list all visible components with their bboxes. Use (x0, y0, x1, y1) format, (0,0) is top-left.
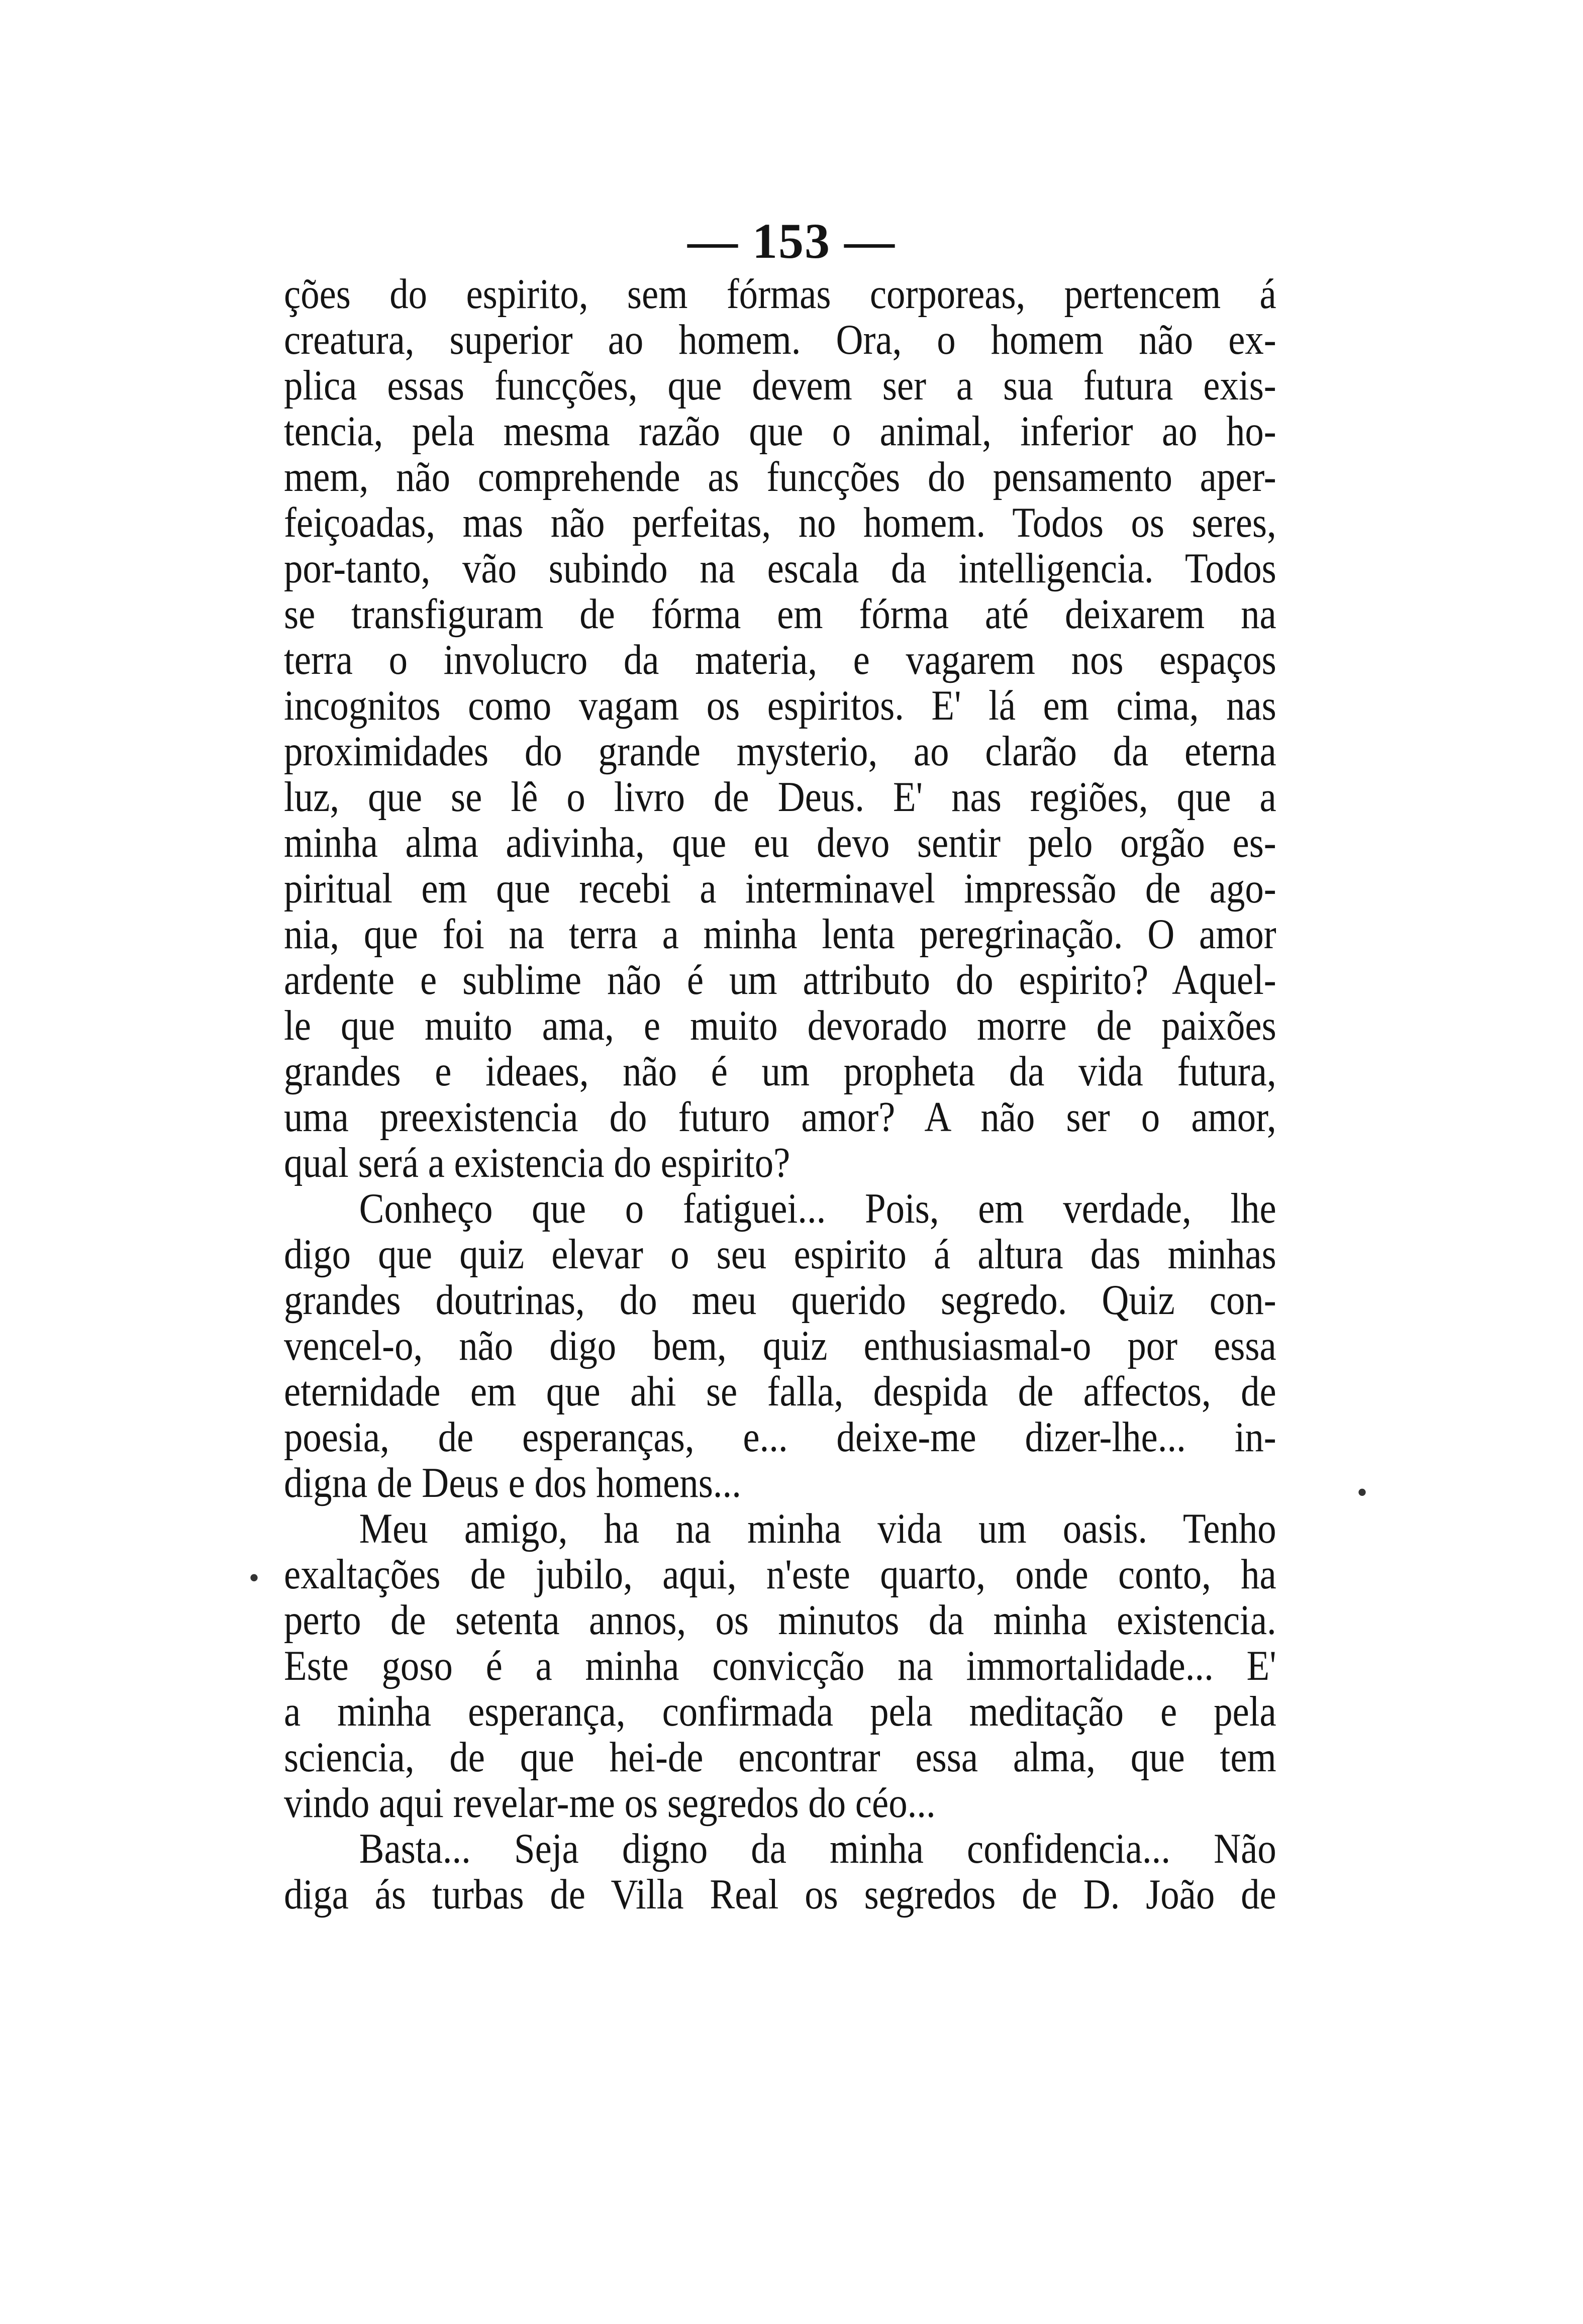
ink-speck: • (1357, 1476, 1368, 1509)
text-line: a minha esperança, confirmada pela meditação e pela (284, 1688, 1276, 1735)
text-line: luz, que se lê o livro de Deus. E' nas regiões, que a (284, 773, 1276, 821)
text-line: se transfiguram de fórma em fórma até deixarem na (284, 590, 1276, 638)
text-line: diga ás turbas de Villa Real os segredos de D. João de (284, 1871, 1276, 1918)
text-line: sciencia, de que hei-de encontrar essa alma, que tem (284, 1734, 1276, 1781)
text-line: incognitos como vagam os espiritos. E' lá em cima, nas (284, 682, 1276, 729)
text-line: grandes doutrinas, do meu querido segredo. Quiz con- (284, 1276, 1276, 1324)
text-line: uma preexistencia do futuro amor? A não ser o amor, (284, 1093, 1276, 1141)
text-line: poesia, de esperanças, e... deixe-me dizer-lhe... in- (284, 1413, 1276, 1461)
text-line: eternidade em que ahi se falla, despida de affectos, de (284, 1368, 1276, 1415)
ink-speck: • (249, 1561, 260, 1594)
text-line: feiçoadas, mas não perfeitas, no homem. Todos os seres, (284, 499, 1276, 546)
text-line: por-tanto, vão subindo na escala da intelligencia. Todos (284, 545, 1276, 592)
text-line: le que muito ama, e muito devorado morre de paixões (284, 1002, 1276, 1049)
text-line: ções do espirito, sem fórmas corporeas, pertencem á (284, 270, 1276, 318)
text-line: mem, não comprehende as funcções do pensamento aper- (284, 453, 1276, 500)
text-line: terra o involucro da materia, e vagarem nos espaços (284, 636, 1276, 683)
body-text (284, 271, 1276, 1917)
text-line: digo que quiz elevar o seu espirito á altura das minhas (284, 1231, 1276, 1278)
text-line: piritual em que recebi a interminavel impressão de ago- (284, 865, 1276, 912)
text-line: minha alma adivinha, que eu devo sentir pelo orgão es- (284, 819, 1276, 866)
text-line: Este goso é a minha convicção na immortalidade... E' (284, 1642, 1276, 1689)
text-line: vencel-o, não digo bem, quiz enthusiasmal-o por essa (284, 1322, 1276, 1369)
text-line: qual será a existencia do espirito? (284, 1139, 790, 1186)
text-line: exaltações de jubilo, aqui, n'este quarto, onde conto, ha (284, 1551, 1276, 1598)
text-line: grandes e ideaes, não é um propheta da vida futura, (284, 1048, 1276, 1095)
text-line: creatura, superior ao homem. Ora, o homem não ex- (284, 316, 1276, 363)
text-line: nia, que foi na terra a minha lenta peregrinação. O amor (284, 911, 1276, 958)
text-line: perto de setenta annos, os minutos da minha existencia. (284, 1596, 1276, 1644)
text-line: vindo aqui revelar-me os segredos do céo... (284, 1779, 936, 1827)
text-line: Meu amigo, ha na minha vida um oasis. Tenho (359, 1505, 1276, 1552)
text-line: Basta... Seja digno da minha confidencia... Não (359, 1825, 1276, 1872)
text-line: digna de Deus e dos homens... (284, 1459, 741, 1506)
text-line: ardente e sublime não é um attributo do espirito? Aquel- (284, 956, 1276, 1003)
text-line: proximidades do grande mysterio, ao clarão da eterna (284, 728, 1276, 775)
text-line: tencia, pela mesma razão que o animal, inferior ao ho- (284, 408, 1276, 455)
text-line: plica essas funcções, que devem ser a sua futura exis- (284, 362, 1276, 409)
page-number: — 153 — (687, 213, 896, 269)
text-line: Conheço que o fatiguei... Pois, em verdade, lhe (359, 1185, 1276, 1232)
